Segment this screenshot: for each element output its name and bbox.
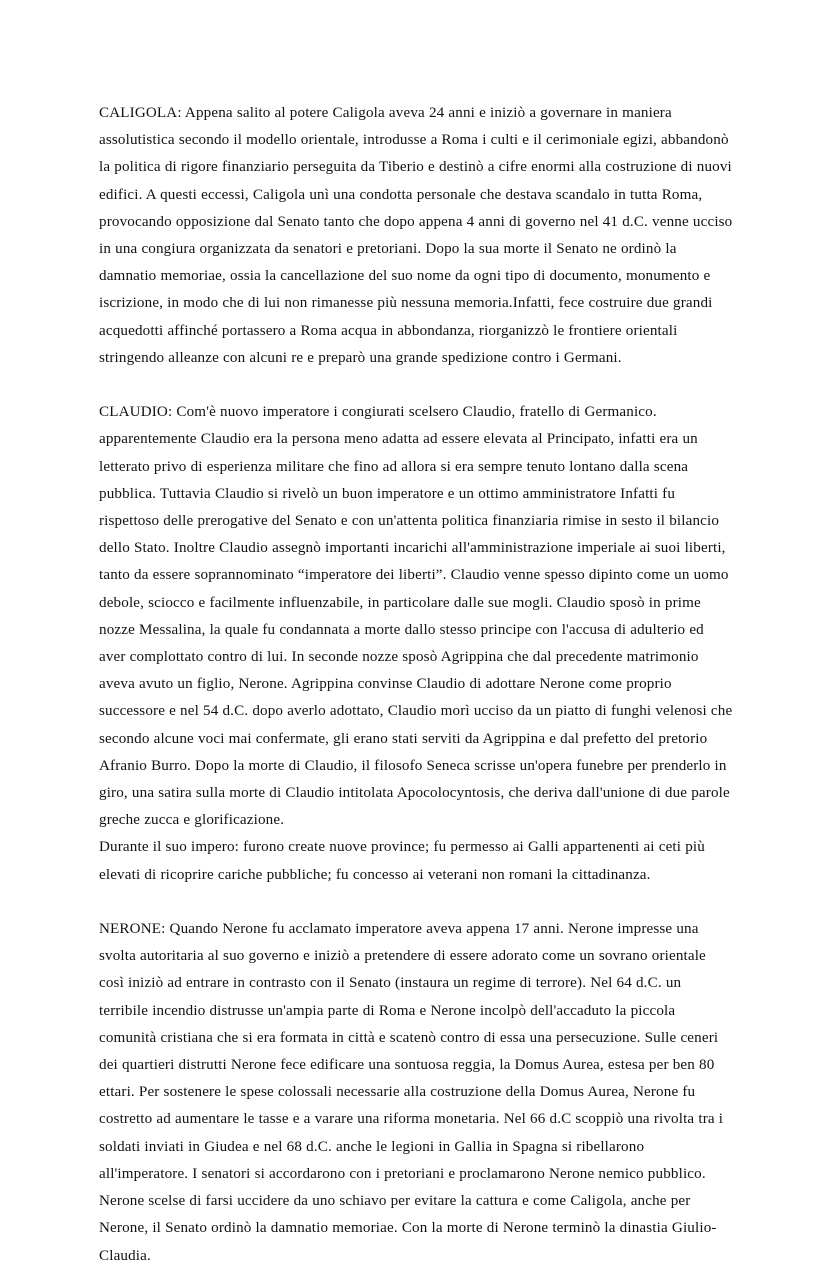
paragraph-claudio: CLAUDIO: Com'è nuovo imperatore i congiurati scelsero Claudio, fratello di Germanico. apparentemente Claudio era la persona meno adatta ad essere elevata al Principato, infatti era un letterato privo di esperienza militare che fino ad allora si era sempre tenuto lontano dalla scena pubblica. Tuttavia Claudio si rivelò un buon imperatore e un ottimo amministratore Infatti fu rispettoso delle prerogative del Senato e con un'attenta politica finanziaria rimise in sesto il bilancio dello Stato. Inoltre Claudio assegnò importanti incarichi all'amministrazione imperiale ai suoi liberti, tanto da essere soprannominato “imperatore dei liberti”. Claudio venne spesso dipinto come un uomo debole, sciocco e facilmente influenzabile, in particolare dalle sue mogli. Claudio sposò in prime nozze Messalina, la quale fu condannata a morte dallo stesso principe con l'accusa di adulterio ed aver complottato contro di lui. In seconde nozze sposò Agrippina che dal precedente matrimonio aveva avuto un figlio, Nerone. Agrippina convinse Claudio di adottare Nerone come proprio successore e nel 54 d.C. dopo averlo adottato, Claudio morì ucciso da un piatto di funghi velenosi che secondo alcune voci mai confermate, gli erano stati serviti da Agrippina e dal prefetto del pretorio Afranio Burro. Dopo la morte di Claudio, il filosofo Seneca scrisse un'opera funebre per prenderlo in giro, una satira sulla morte di Claudio intitolata Apocolocyntosis, che deriva dall'unione di due parole greche zucca e glorificazione. (99, 404, 733, 829)
paragraph-spacer (99, 889, 733, 916)
paragraph-claudio-provvedimenti: Durante il suo impero: furono create nuove province; fu permesso ai Galli appartenenti ai ceti più elevati di ricoprire cariche pubbliche; fu concesso ai veterani non romani la cittadinanza. (99, 839, 705, 883)
paragraph-spacer (99, 372, 733, 399)
paragraph-nerone: NERONE: Quando Nerone fu acclamato imperatore aveva appena 17 anni. Nerone impresse una svolta autoritaria al suo governo e iniziò a pretendere di essere adorato come un sovrano orientale così iniziò ad entrare in contrasto con il Senato (instaura un regime di terrore). Nel 64 d.C. un terribile incendio distrusse un'ampia parte di Roma e Nerone incolpò dell'accaduto la piccola comunità cristiana che si era formata in città e scatenò contro di essa una persecuzione. Sulle ceneri dei quartieri distrutti Nerone fece edificare una sontuosa reggia, la Domus Aurea, estesa per ben 80 ettari. Per sostenere le spese colossali necessarie alla costruzione della Domus Aurea, Nerone fu costretto ad aumentare le tasse e a varare una riforma monetaria. Nel 66 d.C scoppiò una rivolta tra i soldati inviati in Giudea e nel 68 d.C. anche le legioni in Gallia in Spagna si ribellarono all'imperatore. I senatori si accordarono con i pretoriani e proclamarono Nerone nemico pubblico. Nerone scelse di farsi uccidere da uno schiavo per evitare la cattura e come Caligola, anche per Nerone, il Senato ordinò la damnatio memoriae. Con la morte di Nerone terminò la dinastia Giulio-Claudia. (99, 921, 724, 1264)
paragraph-caligola: CALIGOLA: Appena salito al potere Caligola aveva 24 anni e iniziò a governare in maniera assolutistica secondo il modello orientale, introdusse a Roma i culti e il cerimoniale egizi, abbandonò la politica di rigore finanziario perseguita da Tiberio e destinò a cifre enormi alla costruzione di nuovi edifici. A questi eccessi, Caligola unì una condotta personale che destava scandalo in tutta Roma, provocando opposizione dal Senato tanto che dopo appena 4 anni di governo nel 41 d.C. venne ucciso in una congiura organizzata da senatori e pretoriani. Dopo la sua morte il Senato ne ordinò la damnatio memoriae, ossia la cancellazione del suo nome da ogni tipo di documento, monumento e iscrizione, in modo che di lui non rimanesse più nessuna memoria.Infatti, fece costruire due grandi acquedotti affinché portassero a Roma acqua in abbondanza, riorganizzò le frontiere orientali stringendo alleanze con alcuni re e preparò una grande spedizione contro i Germani. (99, 105, 733, 366)
document-text-column (99, 100, 733, 1270)
